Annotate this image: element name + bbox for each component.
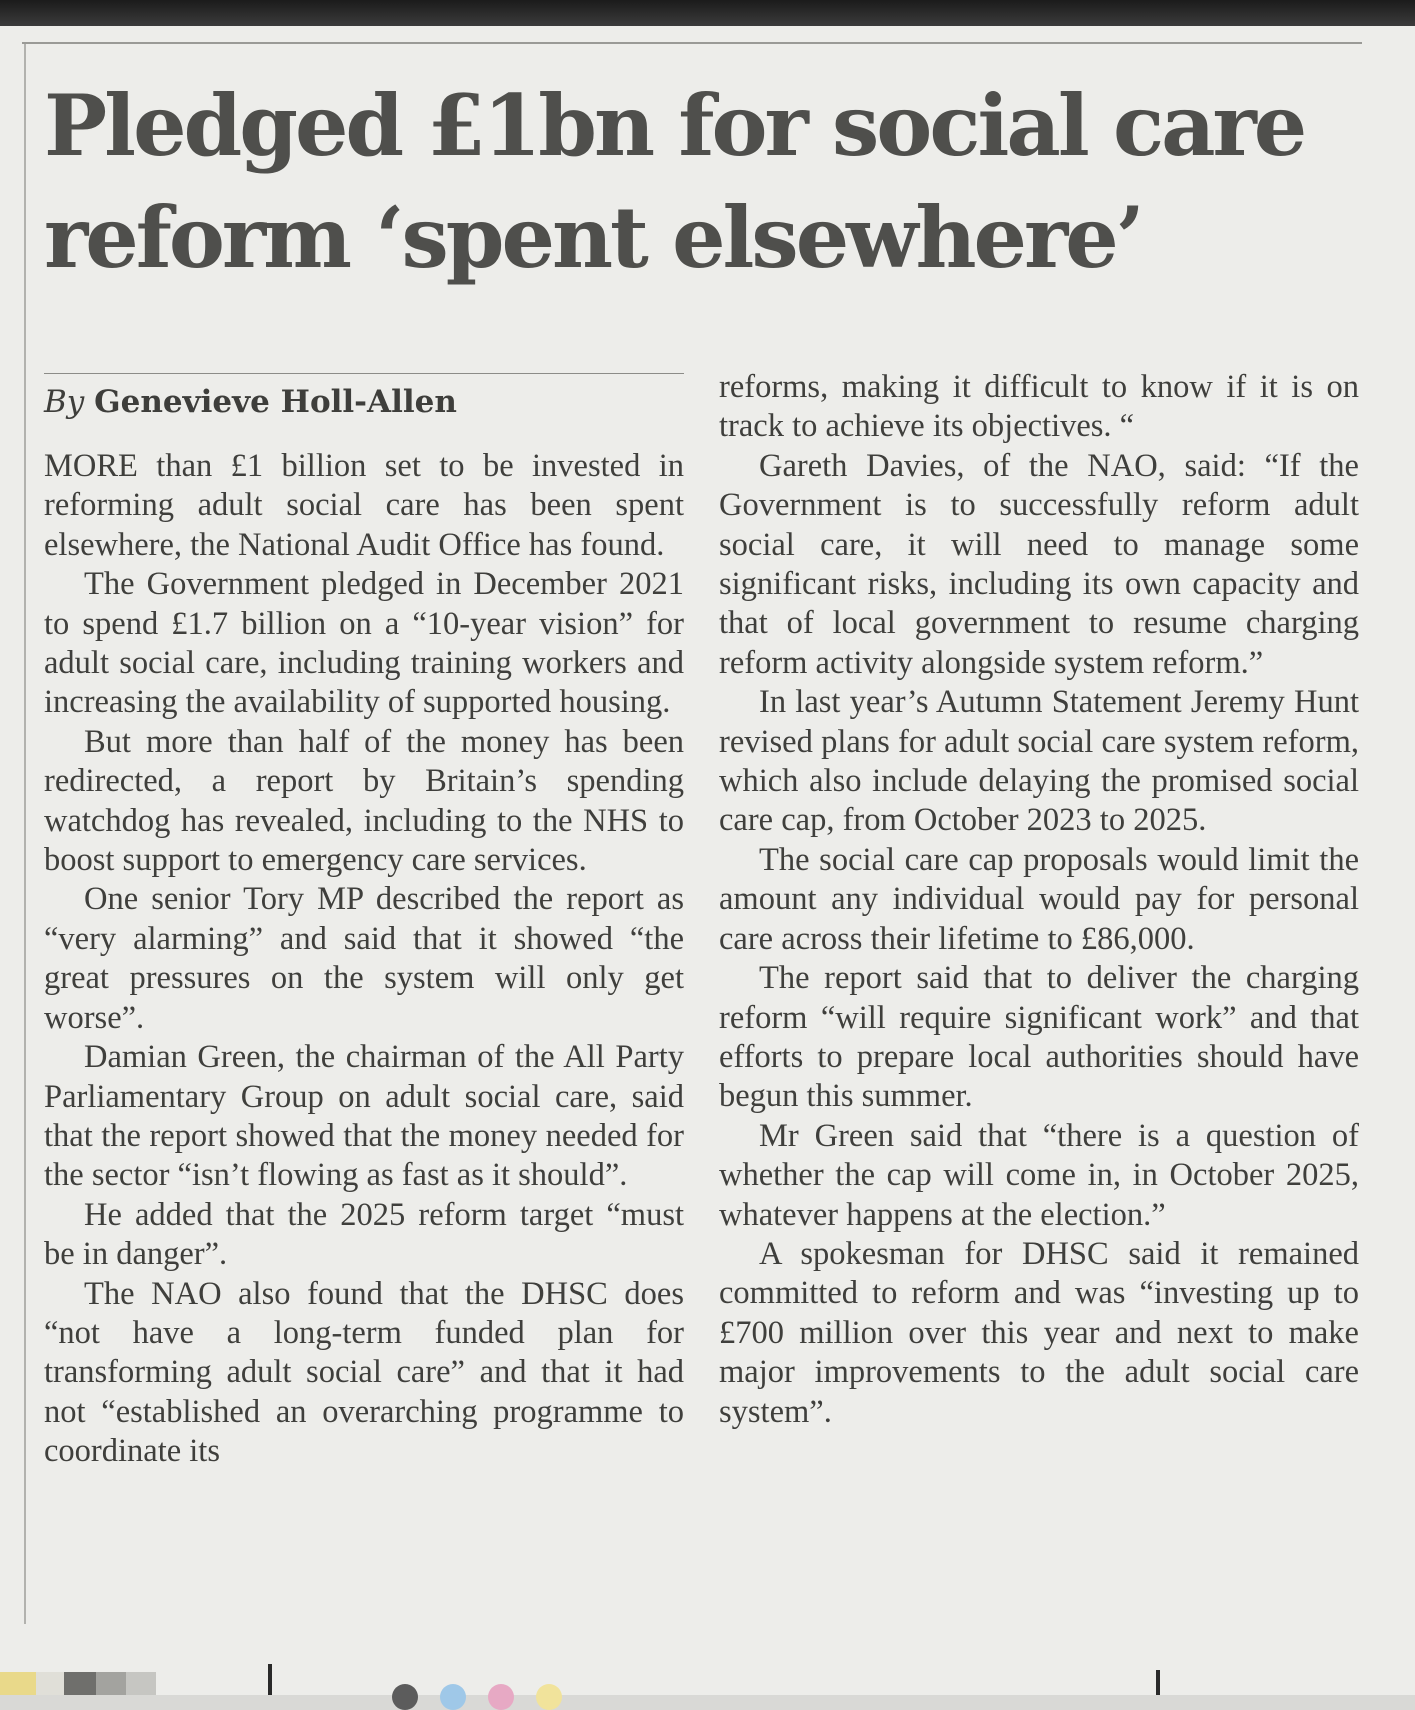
paragraph: But more than half of the money has been redirected, a report by Britain’s spending watchdog has revealed, including to the NHS to boost support to emergency care services. xyxy=(44,723,684,879)
color-swatch xyxy=(64,1672,96,1695)
registration-dot xyxy=(440,1684,466,1710)
left-column-rule xyxy=(24,44,26,1624)
paragraph: Damian Green, the chairman of the All Party Parliamentary Group on adult social care, said that the report showed that the money needed for the sector “isn’t flowing as fast as it should”. xyxy=(44,1039,684,1194)
color-swatch xyxy=(0,1672,36,1695)
article-column-left xyxy=(44,447,684,1472)
headline xyxy=(44,70,1374,294)
byline-author: Genevieve Holl-Allen xyxy=(94,384,457,420)
paragraph: The Government pledged in December 2021 to spend £1.7 billion on a “10-year vision” for adult social care, including training workers and increasing the availability of supported housing. xyxy=(44,566,684,721)
article-column-right xyxy=(719,368,1359,1432)
crop-mark xyxy=(268,1664,272,1695)
byline-rule xyxy=(44,373,684,374)
crop-mark xyxy=(1156,1670,1160,1695)
color-swatch xyxy=(126,1672,156,1695)
paragraph: MORE than £1 billion set to be invested in reforming adult social care has been spent elsewhere, the National Audit Office has found. xyxy=(44,448,684,563)
paragraph: He added that the 2025 reform target “must be in danger”. xyxy=(44,1196,684,1273)
headline-line-1: Pledged £1bn for social care xyxy=(44,76,1305,175)
top-rule xyxy=(22,42,1362,44)
headline-line-2: reform ‘spent elsewhere’ xyxy=(44,188,1142,287)
byline xyxy=(44,382,684,422)
registration-dot xyxy=(488,1684,514,1710)
paragraph: A spokesman for DHSC said it remained committed to reform and was “investing up to £700 million over this year and next to make major improvements to the adult social care system”. xyxy=(719,1235,1359,1430)
paragraph: Mr Green said that “there is a question of whether the cap will come in, in October 2025, whatever happens at the election.” xyxy=(719,1117,1359,1233)
color-swatch xyxy=(36,1672,64,1695)
print-registration-marks xyxy=(0,1658,1415,1695)
registration-dot xyxy=(392,1684,418,1710)
byline-prefix: By xyxy=(44,384,85,420)
paragraph: One senior Tory MP described the report as “very alarming” and said that it showed “the great pressures on the system will only get worse”. xyxy=(44,881,684,1036)
paragraph: Gareth Davies, of the NAO, said: “If the Government is to successfully reform adult social care, it will need to manage some significant risks, including its own capacity and that of local government to resume charging reform activity alongside system reform.” xyxy=(719,447,1359,681)
color-swatch xyxy=(96,1672,126,1695)
scan-top-edge xyxy=(0,0,1415,26)
paragraph: In last year’s Autumn Statement Jeremy Hunt revised plans for adult social care system reform, which also include delaying the promised social care cap, from October 2023 to 2025. xyxy=(719,684,1359,839)
paragraph: The NAO also found that the DHSC does “not have a long-term funded plan for transforming adult social care” and that it had not “established an overarching programme to coordinate its xyxy=(44,1275,684,1470)
paragraph: reforms, making it difficult to know if it is on track to achieve its objectives. “ xyxy=(719,369,1359,445)
registration-dot xyxy=(536,1684,562,1710)
paragraph: The report said that to deliver the charging reform “will require significant work” and that efforts to prepare local authorities should have begun this summer. xyxy=(719,960,1359,1115)
paragraph: The social care cap proposals would limit the amount any individual would pay for personal care across their lifetime to £86,000. xyxy=(719,841,1359,957)
